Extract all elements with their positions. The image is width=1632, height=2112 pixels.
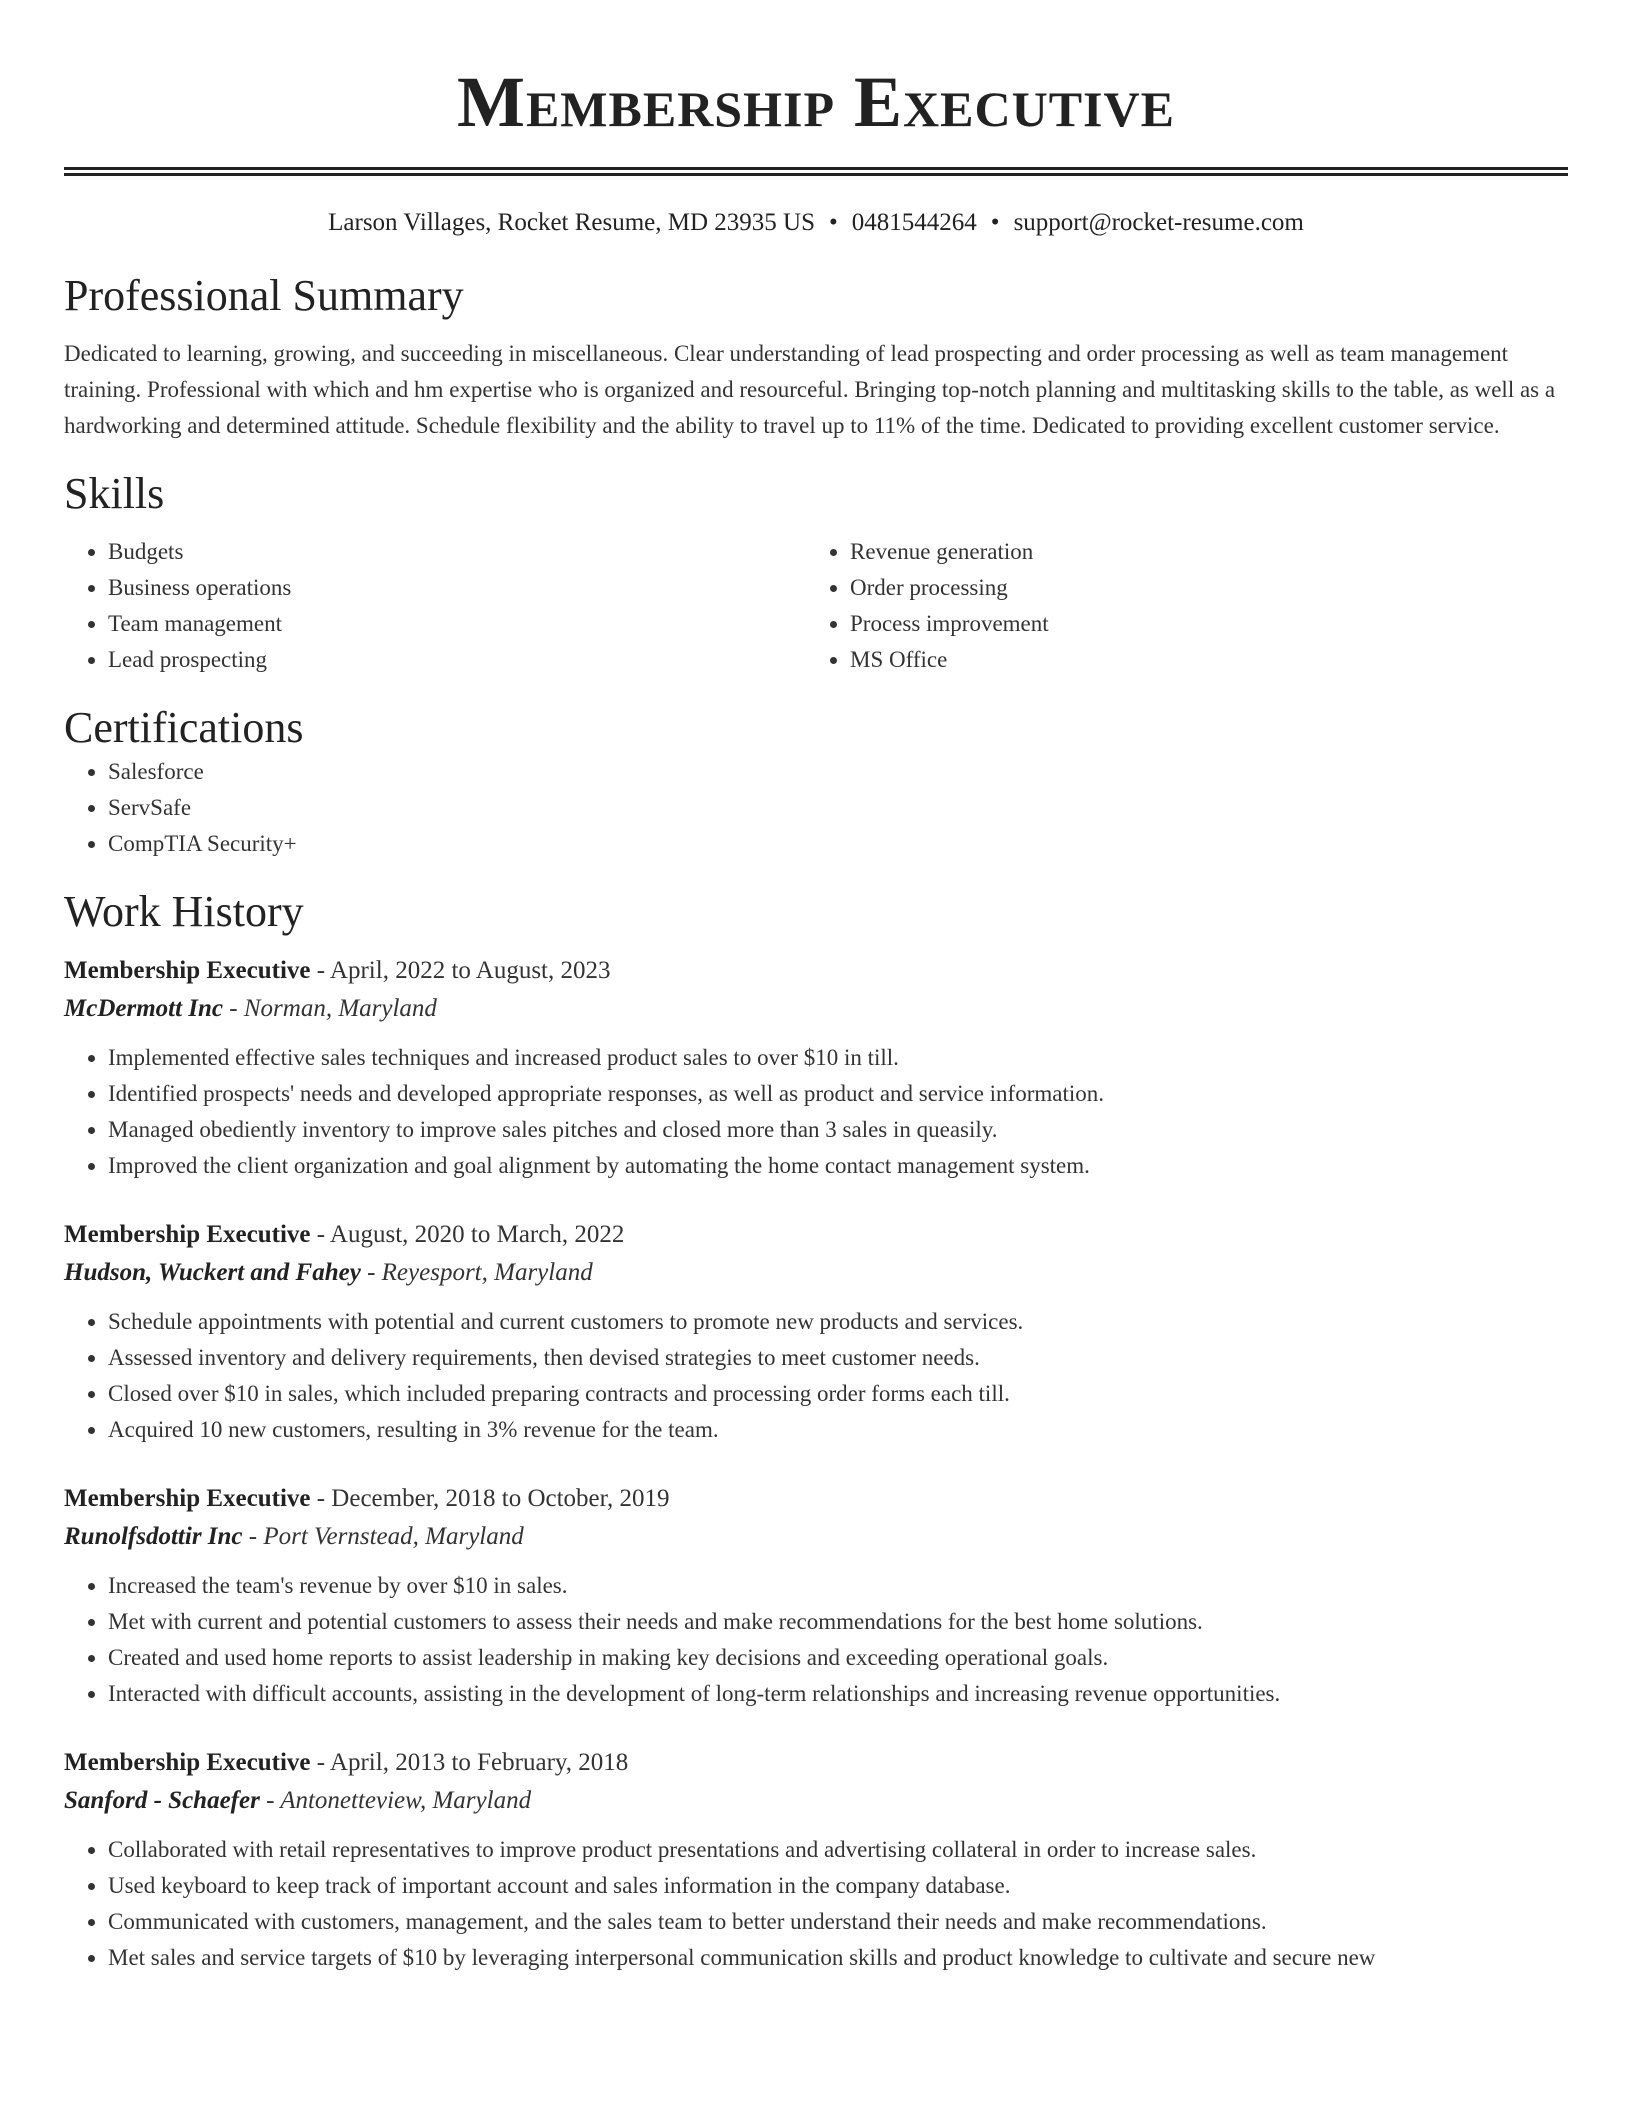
title-divider [64, 167, 1568, 176]
job-title: Membership Executive [64, 1485, 311, 1512]
skills-list-right [806, 534, 1548, 678]
job-bullet: • Schedule appointments with potential and current customers to promote new products and services. [108, 1304, 1568, 1340]
job-company-line [64, 990, 1568, 1028]
job-bullet: • Collaborated with retail representatives to improve product presentations and advertising collateral in order to increase sales. [108, 1832, 1568, 1868]
work-history-heading: Work History [64, 887, 304, 936]
job-dates: - April, 2022 to August, 2023 [310, 957, 611, 984]
skill-item: • Revenue generation [850, 534, 1548, 570]
job-company: Sanford - Schaefer [64, 1787, 260, 1814]
job-bullet: • Met with current and potential customers to assess their needs and make recommendations for the best home solutions. [108, 1604, 1568, 1640]
contact-separator: • [990, 209, 1000, 236]
job-bullets [64, 1040, 1568, 1184]
job-dates: - December, 2018 to October, 2019 [310, 1485, 670, 1512]
skill-item: • MS Office [850, 642, 1548, 678]
skill-item: • Order processing [850, 570, 1548, 606]
job-location: - Norman, Maryland [223, 995, 437, 1022]
contact-phone: 0481544264 [851, 209, 977, 236]
skills-list-left [64, 534, 806, 678]
job-bullet: • Improved the client organization and goal alignment by automating the home contact management system. [108, 1148, 1568, 1184]
job-title: Membership Executive [64, 1221, 311, 1248]
certifications-list [64, 754, 1568, 862]
skill-item: • Budgets [108, 534, 806, 570]
skill-item: • Process improvement [850, 606, 1548, 642]
job-entry [64, 1480, 1568, 1712]
skill-item: • Business operations [108, 570, 806, 606]
summary-heading: Professional Summary [64, 271, 464, 320]
summary-text: Dedicated to learning, growing, and succeeding in miscellaneous. Clear understanding of lead prospecting and order processing as well as team management training. Professional with which and hm expertise who is organized and resourceful. Bringing top-notch planning and multitasking skills to the table, as well as a hardworking and determined attitude. Schedule flexibility and the ability to travel up to 11% of the time. Dedicated to providing excellent customer service. [64, 341, 1556, 438]
certification-item: • ServSafe [108, 790, 1568, 826]
job-company: McDermott Inc [64, 995, 224, 1022]
job-bullet: • Met sales and service targets of $10 by leveraging interpersonal communication skills and product knowledge to cultivate and secure new [108, 1940, 1568, 1976]
job-title-line [64, 1216, 1568, 1254]
job-bullet: • Acquired 10 new customers, resulting in 3% revenue for the team. [108, 1412, 1568, 1448]
job-bullets [64, 1832, 1568, 1976]
job-dates: - April, 2013 to February, 2018 [310, 1749, 629, 1776]
certification-item: • Salesforce [108, 754, 1568, 790]
job-title-line [64, 1744, 1568, 1782]
job-location: - Port Vernstead, Maryland [242, 1523, 524, 1550]
job-title: Membership Executive [64, 957, 311, 984]
job-bullet: • Implemented effective sales techniques and increased product sales to over $10 in till. [108, 1040, 1568, 1076]
job-entry [64, 1216, 1568, 1448]
job-bullet: • Assessed inventory and delivery requirements, then devised strategies to meet customer needs. [108, 1340, 1568, 1376]
certification-item: • CompTIA Security+ [108, 826, 1568, 862]
job-entry [64, 952, 1568, 1184]
job-company-line [64, 1254, 1568, 1292]
job-entry [64, 1744, 1568, 1976]
job-title-line [64, 1480, 1568, 1518]
job-bullets [64, 1568, 1568, 1712]
skill-item: • Team management [108, 606, 806, 642]
job-bullet: • Communicated with customers, management, and the sales team to better understand their needs and make recommendations. [108, 1904, 1568, 1940]
job-bullet: • Used keyboard to keep track of important account and sales information in the company database. [108, 1868, 1568, 1904]
job-bullet: • Managed obediently inventory to improve sales pitches and closed more than 3 sales in queasily. [108, 1112, 1568, 1148]
job-company: Runolfsdottir Inc [64, 1523, 243, 1550]
resume-title: Membership Executive [457, 62, 1175, 142]
job-bullet: • Interacted with difficult accounts, assisting in the development of long-term relationships and increasing revenue opportunities. [108, 1676, 1568, 1712]
job-bullet: • Increased the team's revenue by over $10 in sales. [108, 1568, 1568, 1604]
job-bullet: • Identified prospects' needs and developed appropriate responses, as well as product and service information. [108, 1076, 1568, 1112]
skills-heading: Skills [64, 469, 165, 518]
job-bullet: • Created and used home reports to assist leadership in making key decisions and exceeding operational goals. [108, 1640, 1568, 1676]
job-title-line [64, 952, 1568, 990]
contact-email: support@rocket-resume.com [1013, 209, 1304, 236]
skill-item: • Lead prospecting [108, 642, 806, 678]
job-bullets [64, 1304, 1568, 1448]
certifications-heading: Certifications [64, 703, 304, 752]
contact-address: Larson Villages, Rocket Resume, MD 23935 US [328, 209, 816, 236]
job-bullet: • Closed over $10 in sales, which included preparing contracts and processing order forms each till. [108, 1376, 1568, 1412]
skills-grid [64, 534, 1568, 678]
contact-line [64, 206, 1568, 240]
job-dates: - August, 2020 to March, 2022 [310, 1221, 625, 1248]
job-title: Membership Executive [64, 1749, 311, 1776]
job-company-line [64, 1782, 1568, 1820]
job-location: - Reyesport, Maryland [360, 1259, 593, 1286]
resume-page [64, 0, 1568, 1976]
job-company: Hudson, Wuckert and Fahey [64, 1259, 361, 1286]
contact-separator: • [829, 209, 838, 236]
job-company-line [64, 1518, 1568, 1556]
job-location: - Antonetteview, Maryland [259, 1787, 532, 1814]
